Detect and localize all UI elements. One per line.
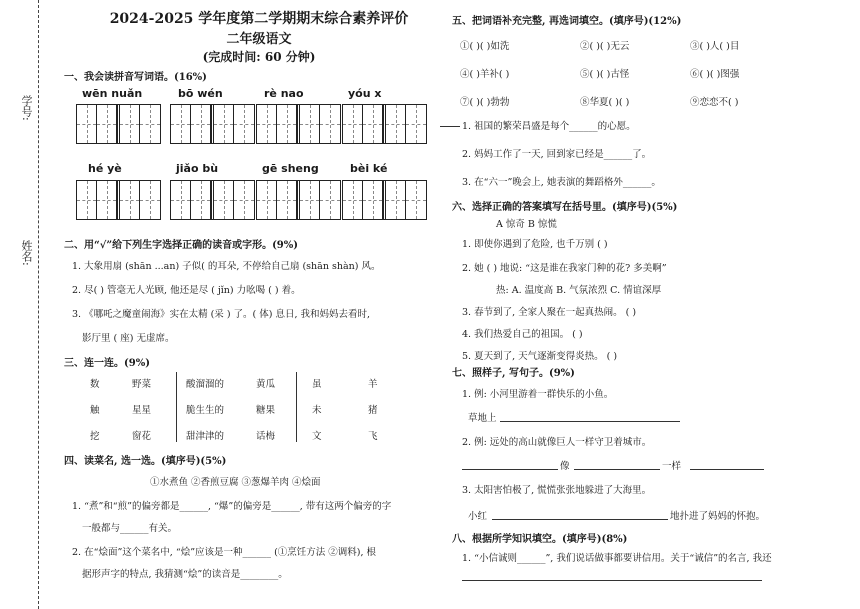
writing-grid-8[interactable] bbox=[342, 180, 427, 220]
writing-grid-4[interactable] bbox=[342, 104, 427, 144]
writing-grid-3[interactable] bbox=[256, 104, 341, 144]
match-col5-3: 文 bbox=[312, 431, 322, 442]
section-4-heading: 四、读菜名, 选一选。(填序号)(5%) bbox=[64, 456, 227, 467]
s2-question-3-cont: 影厅里 ( 座) 无虚席。 bbox=[82, 333, 175, 344]
s5-word-9: ⑨恋恋不( ) bbox=[690, 97, 739, 108]
match-col2-3: 窗花 bbox=[132, 431, 152, 442]
match-col4-2: 糖果 bbox=[256, 405, 276, 416]
s4-question-2-cont: 据形声字的特点, 我猜测“烩”的读音是________。 bbox=[82, 569, 288, 580]
pinyin-2: bō wén bbox=[178, 87, 223, 100]
writing-grid-7[interactable] bbox=[256, 180, 341, 220]
s6-question-2: 2. 她 ( ) 地说: “这是谁在我家门种的花? 多美啊” bbox=[462, 263, 667, 274]
s4-question-2: 2. 在“烩面”这个菜名中, “烩”应该是一种______ (①烹饪方法 ②调料), 根 bbox=[72, 547, 377, 558]
s7-answer-1-prefix: 草地上 bbox=[468, 413, 497, 424]
s7-answer-2-line-a[interactable] bbox=[462, 469, 558, 470]
s6-options-1: A 惊奇 B 惊慌 bbox=[496, 219, 557, 230]
match-col3-3: 甜津津的 bbox=[186, 431, 225, 442]
writing-grid-6[interactable] bbox=[170, 180, 255, 220]
student-name-label: 姓名: bbox=[20, 240, 33, 266]
match-col1-3: 挖 bbox=[90, 431, 100, 442]
match-col2-1: 野菜 bbox=[132, 379, 152, 390]
s5-question-2: 2. 妈妈工作了一天, 回到家已经是______了。 bbox=[462, 149, 652, 160]
s2-question-3: 3. 《哪吒之魔童闹海》实在太精 (采 ) 了。( 体) 息日, 我和妈妈去看时, bbox=[72, 309, 371, 320]
student-id-label: 学号: bbox=[20, 95, 33, 121]
s6-question-3: 3. 春节到了, 全家人聚在一起真热闹。 ( ) bbox=[462, 307, 637, 318]
s4-question-1: 1. “煮”和“煎”的偏旁都是______, “爆”的偏旁是______, 带有这两个偏旁的字 bbox=[72, 501, 392, 512]
binding-line bbox=[38, 0, 39, 609]
exam-subtitle: 二年级语文 bbox=[226, 32, 292, 47]
match-col4-1: 黄瓜 bbox=[256, 379, 276, 390]
s2-question-1: 1. 大象用扇 (shān ...an) 子似( 的耳朵, 不停给自己扇 (shān shàn) 风。 bbox=[72, 261, 381, 272]
match-col4-3: 话梅 bbox=[256, 431, 276, 442]
s7-example-2: 2. 例: 远处的高山就像巨人一样守卫着城市。 bbox=[462, 437, 652, 448]
s4-menu-options: ①水煮鱼 ②香煎豆腐 ③葱爆羊肉 ④烩面 bbox=[150, 477, 321, 488]
s7-answer-2-same: 一样 bbox=[662, 461, 682, 472]
match-col6-2: 猪 bbox=[368, 405, 378, 416]
s5-question-3: 3. 在“六一”晚会上, 她表演的舞蹈格外______。 bbox=[462, 177, 661, 188]
match-col5-2: 未 bbox=[312, 405, 322, 416]
s5-word-3: ③( )人( )目 bbox=[690, 41, 740, 52]
s7-example-3: 3. 太阳害怕极了, 慌慌张张地躲进了大海里。 bbox=[462, 485, 652, 496]
s7-answer-3-suffix: 地扑进了妈妈的怀抱。 bbox=[670, 511, 766, 522]
s6-question-5: 5. 夏天到了, 天气逐渐变得炎热。 ( ) bbox=[462, 351, 618, 362]
match-col6-1: 羊 bbox=[368, 379, 378, 390]
section-7-heading: 七、照样子, 写句子。(9%) bbox=[452, 368, 575, 379]
s7-answer-3-prefix: 小红 bbox=[468, 511, 488, 522]
s7-answer-2-like: 像 bbox=[560, 461, 570, 472]
s6-question-4: 4. 我们热爱自己的祖国。 ( ) bbox=[462, 329, 583, 340]
pinyin-6: jiǎo bù bbox=[176, 162, 219, 175]
s8-question-1: 1. “小信诚则______”, 我们说话做事都要讲信用。关于“诚信”的名言, 我还 bbox=[462, 553, 772, 564]
s6-options-2: 热: A. 温度高 B. 气氛浓烈 C. 情谊深厚 bbox=[496, 285, 662, 296]
pinyin-7: gē sheng bbox=[262, 162, 319, 175]
s5-word-6: ⑥( )( )图强 bbox=[690, 69, 740, 80]
s5-word-7: ⑦( )( )勃勃 bbox=[460, 97, 510, 108]
section-5-heading: 五、把词语补充完整, 再选词填空。(填序号)(12%) bbox=[452, 16, 682, 27]
section-2-heading: 二、用“√”给下列生字选择正确的读音或字形。(9%) bbox=[64, 240, 298, 251]
section-8-heading: 八、根据所学知识填空。(填序号)(8%) bbox=[452, 534, 628, 545]
writing-grid-5[interactable] bbox=[76, 180, 161, 220]
section-3-heading: 三、连一连。(9%) bbox=[64, 358, 150, 369]
match-col1-2: 触 bbox=[90, 405, 100, 416]
s5-question-1: 1. 祖国的繁荣昌盛是每个______的心愿。 bbox=[462, 121, 636, 132]
match-divider-1 bbox=[176, 372, 177, 442]
writing-grid-2[interactable] bbox=[170, 104, 255, 144]
s5-word-5: ⑤( )( )古怪 bbox=[580, 69, 630, 80]
exam-title: 2024-2025 学年度第二学期期末综合素养评价 bbox=[109, 11, 409, 27]
s5-word-2: ②( )( )无云 bbox=[580, 41, 630, 52]
s7-answer-2-line-c[interactable] bbox=[690, 469, 764, 470]
match-col2-2: 星星 bbox=[132, 405, 152, 416]
s6-question-1: 1. 即使你遇到了危险, 也千万别 ( ) bbox=[462, 239, 608, 250]
s4-question-1-cont: 一般都与______有关。 bbox=[82, 523, 178, 534]
section-1-heading: 一、我会读拼音写词语。(16%) bbox=[64, 72, 207, 83]
s2-question-2: 2. 尽( ) 管毫无人光顾, 他还是尽 ( jǐn) 力吆喝 ( ) 着。 bbox=[72, 285, 301, 296]
match-col1-1: 数 bbox=[90, 379, 100, 390]
pinyin-1: wēn nuǎn bbox=[82, 87, 143, 100]
s5-word-8: ⑧华夏( )( ) bbox=[580, 97, 630, 108]
writing-grid-1[interactable] bbox=[76, 104, 161, 144]
exam-time: (完成时间: 60 分钟) bbox=[202, 50, 316, 64]
match-col3-2: 脆生生的 bbox=[186, 405, 225, 416]
pinyin-4: yóu x bbox=[348, 87, 382, 100]
s7-answer-2-line-b[interactable] bbox=[574, 469, 660, 470]
match-divider-2 bbox=[296, 372, 297, 442]
s7-answer-3-line[interactable] bbox=[492, 519, 668, 520]
s5-word-1: ①( )( )如洗 bbox=[460, 41, 510, 52]
s5-word-4: ④( )羊补( ) bbox=[460, 69, 510, 80]
s7-answer-1-line[interactable] bbox=[500, 421, 680, 422]
match-col6-3: 飞 bbox=[368, 431, 378, 442]
s5-stray-line bbox=[440, 126, 460, 127]
s8-answer-line[interactable] bbox=[462, 580, 762, 581]
s7-example-1: 1. 例: 小河里游着一群快乐的小鱼。 bbox=[462, 389, 614, 400]
section-6-heading: 六、选择正确的答案填写在括号里。(填序号)(5%) bbox=[452, 202, 678, 213]
match-col3-1: 酸溜溜的 bbox=[186, 379, 225, 390]
pinyin-5: hé yè bbox=[88, 162, 122, 175]
match-col5-1: 虽 bbox=[312, 379, 322, 390]
pinyin-3: rè nao bbox=[264, 87, 304, 100]
pinyin-8: bèi ké bbox=[350, 162, 388, 175]
